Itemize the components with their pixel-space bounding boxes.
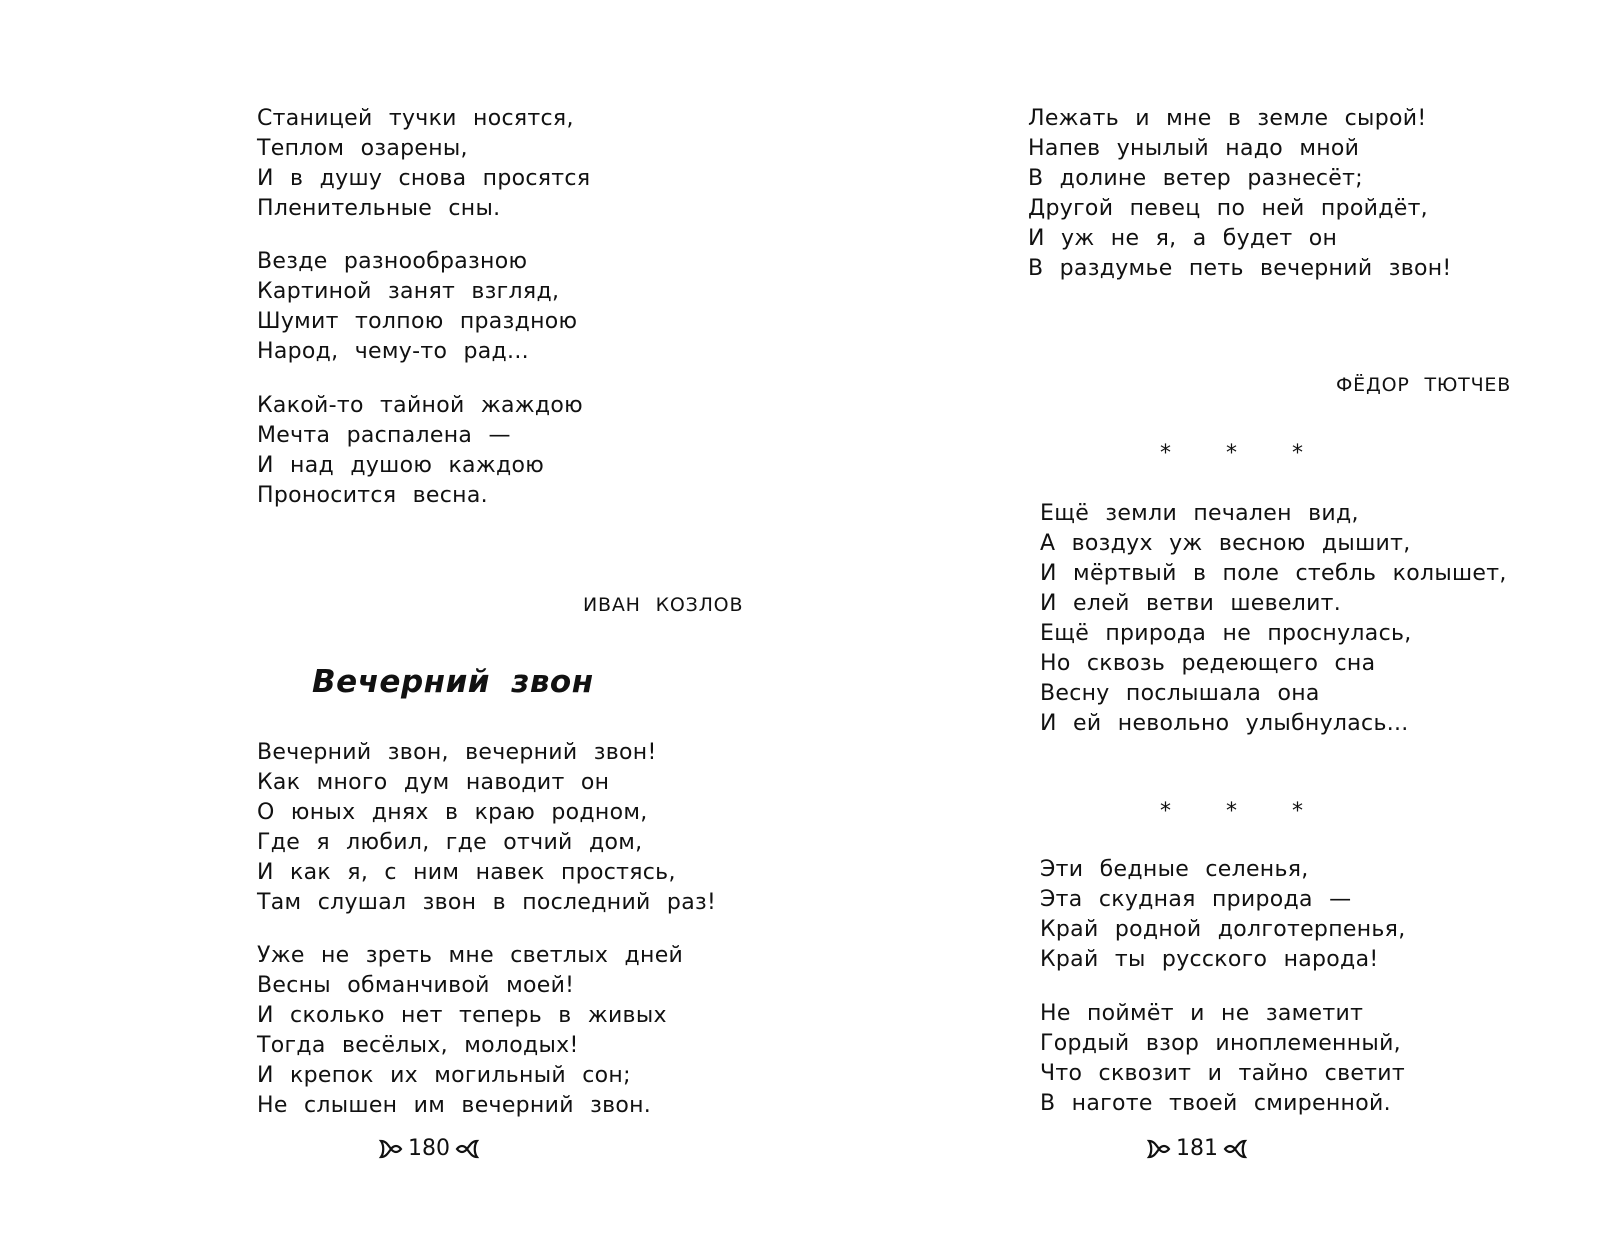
page-number-text: 181 (1176, 1136, 1218, 1161)
poem-line: Гордый взор иноплеменный, (1040, 1031, 1401, 1056)
author-name: ИВАН КОЗЛОВ (583, 594, 744, 616)
poem-line: Эти бедные селенья, (1040, 857, 1309, 882)
poem-line: Край родной долготерпенья, (1040, 917, 1406, 942)
poem-line: Весны обманчивой моей! (257, 973, 575, 998)
poem-line: И уж не я, а будет он (1028, 226, 1338, 251)
poem-line: Эта скудная природа — (1040, 887, 1352, 912)
stanza (1040, 855, 1406, 975)
ornament-right-icon (454, 1137, 480, 1161)
page-number (1146, 1136, 1248, 1161)
stanza (257, 247, 577, 367)
poem-line: Станицей тучки носятся, (257, 106, 574, 131)
poem-line: Вечерний звон, вечерний звон! (257, 740, 657, 765)
poem-line: Теплом озарены, (257, 136, 468, 161)
poem-line: И сколько нет теперь в живых (257, 1003, 667, 1028)
stanza (257, 104, 590, 224)
poem-line: Ещё земли печален вид, (1040, 501, 1359, 526)
poem-line: Тогда весёлых, молодых! (257, 1033, 579, 1058)
page-number-text: 180 (408, 1136, 450, 1161)
stanza (257, 391, 583, 511)
ornament-right-icon (1222, 1137, 1248, 1161)
poem-line: Лежать и мне в земле сырой! (1028, 106, 1427, 131)
poem-title: Вечерний звон (312, 664, 594, 700)
stanza (1040, 999, 1405, 1119)
poem-line: Не слышен им вечерний звон. (257, 1093, 652, 1118)
poem-line: И в душу снова просятся (257, 166, 591, 191)
poem-line: Весну послышала она (1040, 681, 1320, 706)
section-separator: * * * (1160, 441, 1327, 466)
poem-line: Где я любил, где отчий дом, (257, 830, 643, 855)
poem-line: В наготе твоей смиренной. (1040, 1091, 1391, 1116)
section-separator: * * * (1160, 799, 1327, 824)
poem-line: Напев унылый надо мной (1028, 136, 1360, 161)
page-number (378, 1136, 480, 1161)
ornament-left-icon (378, 1137, 404, 1161)
poem-line: Другой певец по ней пройдёт, (1028, 196, 1428, 221)
poem-line: Пленительные сны. (257, 196, 501, 221)
poem-line: И ей невольно улыбнулась... (1040, 711, 1409, 736)
poem-line: И мёртвый в поле стебль колышет, (1040, 561, 1507, 586)
poem-line: О юных днях в краю родном, (257, 800, 648, 825)
poem-line: Но сквозь редеющего сна (1040, 651, 1376, 676)
poem-line: В раздумье петь вечерний звон! (1028, 256, 1452, 281)
poem-line: Картиной занят взгляд, (257, 279, 560, 304)
poem-line: Ещё природа не проснулась, (1040, 621, 1412, 646)
stanza (257, 738, 716, 918)
poem-line: И над душою каждою (257, 453, 545, 478)
poem-line: Мечта распалена — (257, 423, 511, 448)
poem-line: В долине ветер разнесёт; (1028, 166, 1363, 191)
poem-line: Там слушал звон в последний раз! (257, 890, 717, 915)
poem-line: А воздух уж весною дышит, (1040, 531, 1411, 556)
stanza (1028, 104, 1452, 284)
stanza (1040, 499, 1507, 739)
poem-line: Народ, чему-то рад... (257, 339, 529, 364)
poem-line: И елей ветви шевелит. (1040, 591, 1342, 616)
author-name: ФЁДОР ТЮТЧЕВ (1336, 374, 1512, 396)
poem-line: Как много дум наводит он (257, 770, 610, 795)
poem-line: Какой-то тайной жаждою (257, 393, 583, 418)
stanza (257, 941, 683, 1121)
poem-line: Уже не зреть мне светлых дней (257, 943, 684, 968)
poem-line: Край ты русского народа! (1040, 947, 1379, 972)
poem-line: Не поймёт и не заметит (1040, 1001, 1364, 1026)
ornament-left-icon (1146, 1137, 1172, 1161)
poem-line: И как я, с ним навек простясь, (257, 860, 676, 885)
poem-line: И крепок их могильный сон; (257, 1063, 631, 1088)
poem-line: Везде разнообразною (257, 249, 528, 274)
poem-line: Проносится весна. (257, 483, 488, 508)
right-page (810, 0, 1620, 1258)
poem-line: Что сквозит и тайно светит (1040, 1061, 1406, 1086)
poem-line: Шумит толпою праздною (257, 309, 578, 334)
